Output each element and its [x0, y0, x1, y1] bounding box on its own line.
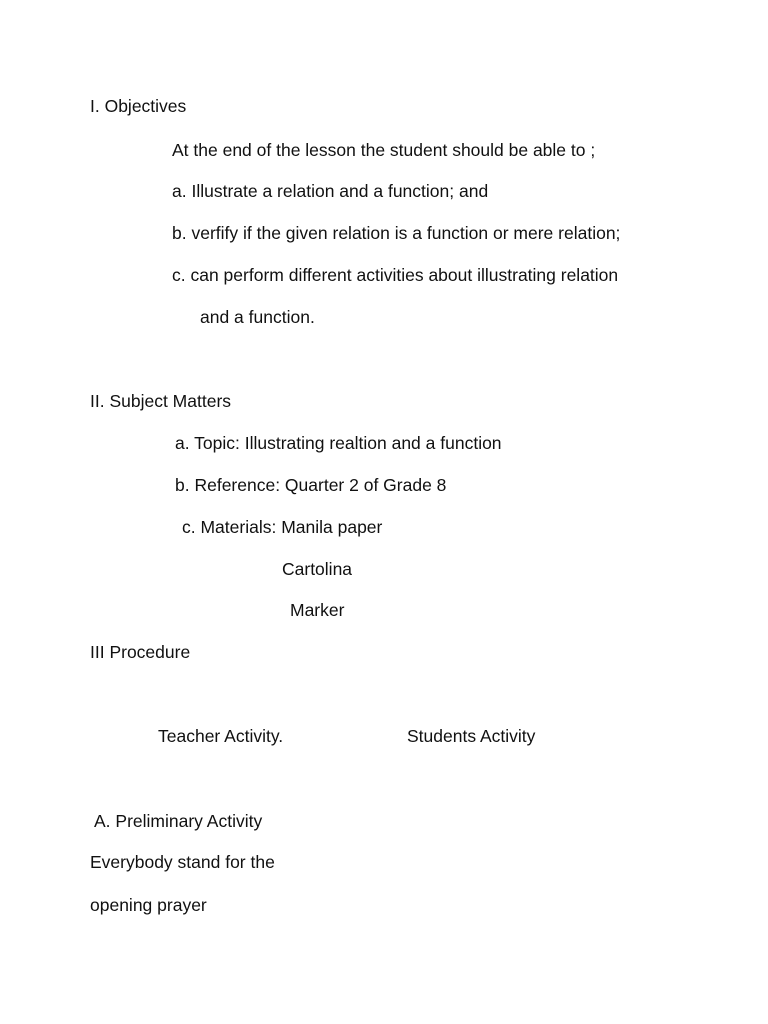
objective-item-c: c. can perform different activities about illustrating relation	[172, 265, 619, 285]
preliminary-activity-heading: A. Preliminary Activity	[94, 811, 263, 831]
procedure-heading: III Procedure	[90, 642, 191, 662]
subject-materials: c. Materials: Manila paper	[182, 517, 383, 537]
subject-matters-heading: II. Subject Matters	[90, 391, 232, 411]
objective-item-b: b. verfify if the given relation is a function or mere relation;	[172, 223, 621, 243]
objectives-intro: At the end of the lesson the student should be able to ;	[172, 140, 596, 160]
material-cartolina: Cartolina	[282, 559, 353, 579]
teacher-activity-column-header: Teacher Activity.	[158, 726, 284, 746]
procedure-line: opening prayer	[90, 895, 207, 915]
objectives-heading: I. Objectives	[90, 96, 187, 116]
objective-item-c-continued: and a function.	[200, 307, 315, 327]
material-marker: Marker	[290, 600, 345, 620]
subject-reference: b. Reference: Quarter 2 of Grade 8	[175, 475, 447, 495]
students-activity-column-header: Students Activity	[407, 726, 536, 746]
objective-item-a: a. Illustrate a relation and a function; and	[172, 181, 489, 201]
subject-topic: a. Topic: Illustrating realtion and a function	[175, 433, 502, 453]
procedure-line: Everybody stand for the	[90, 852, 275, 872]
